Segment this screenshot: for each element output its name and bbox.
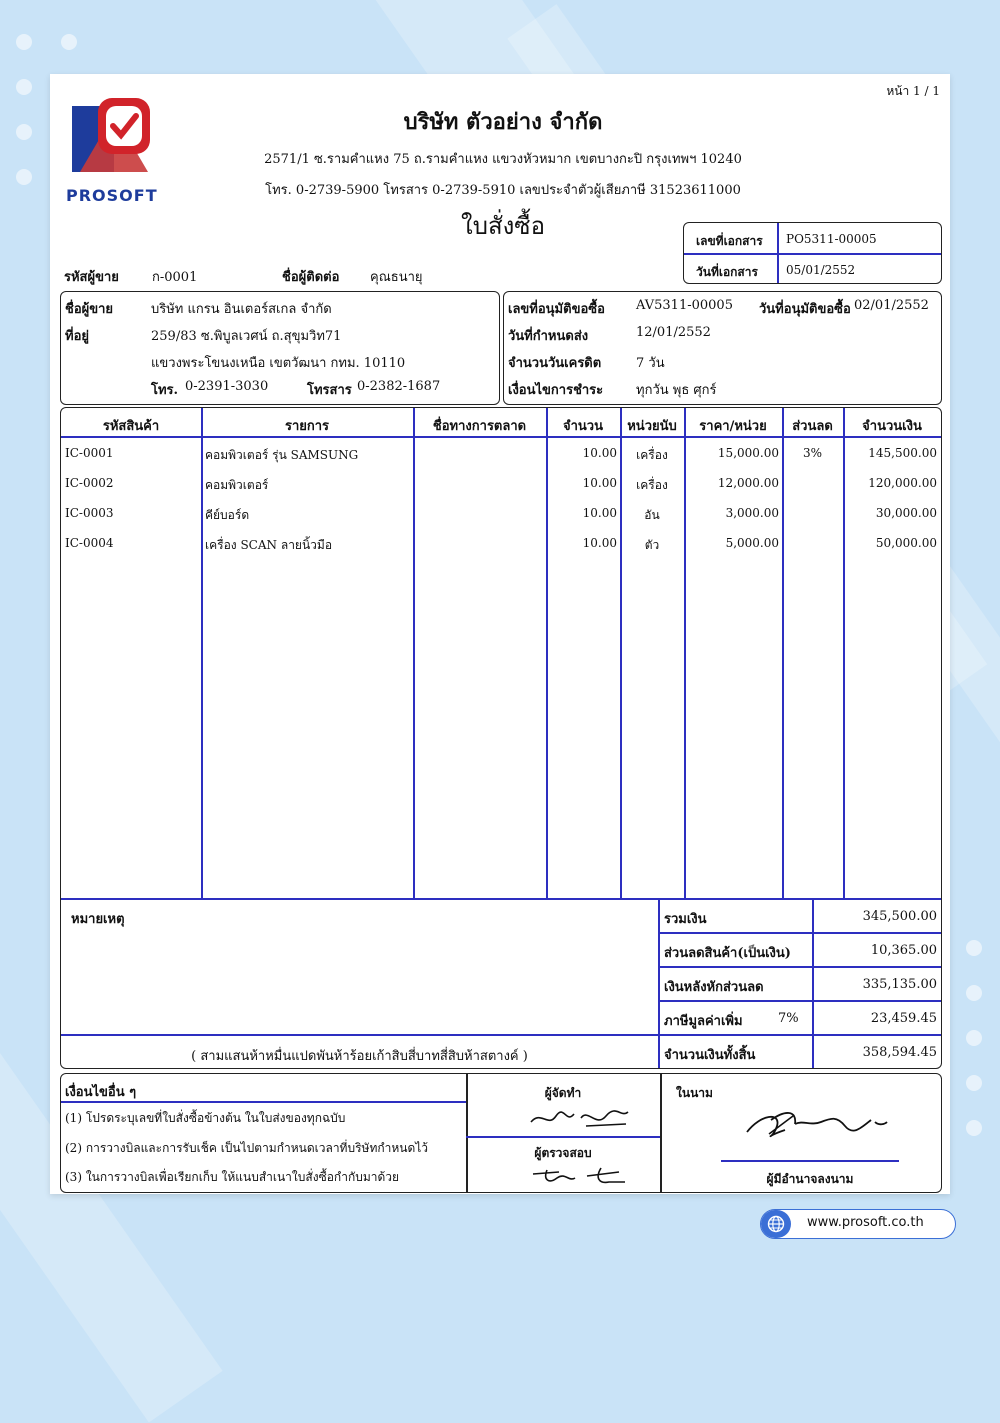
cell-amount: 30,000.00	[875, 506, 937, 520]
vendor-tel-label: โทร.	[151, 383, 179, 398]
prepared-by-label: ผู้จัดทำ	[544, 1086, 582, 1100]
background-dot	[16, 34, 32, 50]
conditions-title: เงื่อนไขอื่น ๆ	[65, 1085, 137, 1100]
globe-icon	[761, 1210, 791, 1238]
col-header-description: รายการ	[284, 419, 330, 434]
col-header-discount: ส่วนลด	[792, 419, 833, 434]
vat-rate: 7%	[778, 1011, 799, 1026]
vendor-code-label: รหัสผู้ขาย	[64, 270, 119, 285]
on-behalf-label: ในนาม	[676, 1086, 713, 1100]
grand-total-value: 358,594.45	[862, 1045, 937, 1060]
col-header-market-name: ชื่อทางการตลาด	[432, 419, 527, 434]
background-dot	[16, 124, 32, 140]
col-header-unit-price: ราคา/หน่วย	[699, 419, 767, 434]
cell-unit: ตัว	[644, 538, 660, 552]
vat-value: 23,459.45	[870, 1011, 937, 1026]
approve-date-label: วันที่อนุมัติขอซื้อ	[759, 302, 851, 317]
authorized-signature-icon	[741, 1104, 891, 1144]
subtotal-label: รวมเงิน	[664, 912, 707, 927]
cell-unit-price: 15,000.00	[717, 446, 779, 460]
table-row	[61, 446, 941, 466]
approve-date-value: 02/01/2552	[854, 298, 929, 313]
vendor-tel-value: 0-2391-3030	[185, 379, 269, 394]
condition-item: (1) โปรดระบุเลขที่ใบสั่งซื้อข้างต้น ในใบส่งของทุกฉบับ	[65, 1111, 346, 1125]
items-table	[60, 407, 942, 1069]
order-info-box	[503, 291, 942, 405]
approve-no-label: เลขที่อนุมัติขอซื้อ	[508, 302, 605, 317]
vendor-fax-label: โทรสาร	[307, 383, 352, 398]
doc-date-value: 05/01/2552	[786, 263, 856, 277]
col-header-unit: หน่วยนับ	[627, 419, 677, 434]
document-info-box	[683, 222, 942, 284]
cell-description: เครื่อง SCAN ลายนิ้วมือ	[205, 538, 333, 552]
page-indicator: หน้า 1 / 1	[886, 84, 940, 98]
after-discount-value: 335,135.00	[862, 977, 937, 992]
prepared-signature-icon	[526, 1104, 636, 1132]
vendor-address-line2: แขวงพระโขนงเหนือ เขตวัฒนา กทม. 10110	[151, 356, 406, 371]
background-dot	[966, 985, 982, 1001]
cell-unit-price: 12,000.00	[717, 476, 779, 490]
website-url: www.prosoft.co.th	[807, 1215, 924, 1230]
grand-total-label: จำนวนเงินทั้งสิ้น	[664, 1048, 756, 1063]
cell-unit: เครื่อง	[636, 478, 668, 492]
cell-amount: 145,500.00	[868, 446, 937, 460]
cell-code: IC-0004	[65, 536, 114, 550]
background-dot	[16, 79, 32, 95]
due-date-label: วันที่กำหนดส่ง	[508, 329, 589, 344]
payment-terms-value: ทุกวัน พุธ ศุกร์	[636, 383, 717, 398]
cell-code: IC-0001	[65, 446, 114, 460]
table-row	[61, 476, 941, 496]
discount-value: 10,365.00	[870, 943, 937, 958]
col-header-amount: จำนวนเงิน	[862, 419, 922, 434]
logo-text: PROSOFT	[66, 186, 158, 205]
document-title: ใบสั่งซื้อ	[460, 212, 546, 240]
payment-terms-label: เงื่อนไขการชำระ	[508, 383, 604, 398]
company-name: บริษัท ตัวอย่าง จำกัด	[403, 109, 603, 135]
doc-no-label: เลขที่เอกสาร	[696, 234, 763, 248]
cell-amount: 120,000.00	[868, 476, 937, 490]
background-dot	[966, 940, 982, 956]
contact-person-label: ชื่อผู้ติดต่อ	[282, 270, 340, 285]
prosoft-logo	[66, 94, 162, 205]
cell-code: IC-0002	[65, 476, 114, 490]
col-header-code: รหัสสินค้า	[102, 419, 160, 434]
credit-days-label: จำนวนวันเครดิต	[508, 356, 602, 371]
cell-quantity: 10.00	[582, 446, 617, 460]
conditions-signatures-box	[60, 1073, 942, 1193]
logo-mark-icon	[66, 94, 162, 180]
vat-label: ภาษีมูลค่าเพิ่ม	[664, 1014, 743, 1029]
cell-quantity: 10.00	[582, 536, 617, 550]
cell-description: คอมพิวเตอร์ รุ่น SAMSUNG	[205, 448, 359, 462]
checked-by-label: ผู้ตรวจสอบ	[534, 1146, 592, 1160]
due-date-value: 12/01/2552	[636, 325, 711, 340]
vendor-name-label: ชื่อผู้ขาย	[65, 302, 114, 317]
vendor-name-value: บริษัท แกรน อินเตอร์สเกล จำกัด	[151, 302, 332, 317]
condition-item: (2) การวางบิลและการรับเช็ค เป็นไปตามกำหนดเวลาที่บริษัทกำหนดไว้	[65, 1141, 429, 1155]
background-dot	[966, 1075, 982, 1091]
cell-unit-price: 5,000.00	[725, 536, 779, 550]
after-discount-label: เงินหลังหักส่วนลด	[664, 980, 764, 995]
cell-discount: 3%	[802, 446, 823, 460]
company-contact: โทร. 0-2739-5900 โทรสาร 0-2739-5910 เลขประจำตัวผู้เสียภาษี 31523611000	[265, 183, 741, 198]
cell-quantity: 10.00	[582, 506, 617, 520]
remarks-label: หมายเหตุ	[71, 912, 125, 927]
background-dot	[61, 34, 77, 50]
cell-description: คอมพิวเตอร์	[205, 478, 269, 492]
website-link[interactable]	[760, 1209, 956, 1239]
col-header-quantity: จำนวน	[563, 419, 603, 434]
vendor-box	[60, 291, 500, 405]
company-address: 2571/1 ซ.รามคำแหง 75 ถ.รามคำแหง แขวงหัวหมาก เขตบางกะปิ กรุงเทพฯ 10240	[264, 152, 742, 167]
approve-no-value: AV5311-00005	[636, 298, 733, 313]
amount-in-words: ( สามแสนห้าหมื่นแปดพันห้าร้อยเก้าสิบสี่บาทสี่สิบห้าสตางค์ )	[191, 1049, 528, 1064]
subtotal-value: 345,500.00	[862, 909, 937, 924]
cell-code: IC-0003	[65, 506, 114, 520]
vendor-address-label: ที่อยู่	[65, 329, 89, 344]
vendor-fax-value: 0-2382-1687	[357, 379, 441, 394]
doc-no-value: PO5311-00005	[786, 232, 877, 246]
background-dot	[16, 169, 32, 185]
checked-signature-icon	[529, 1164, 629, 1188]
cell-unit: อัน	[644, 508, 660, 522]
credit-days-value: 7 วัน	[636, 356, 665, 371]
cell-description: คีย์บอร์ด	[205, 508, 250, 522]
purchase-order-document	[50, 74, 950, 1194]
doc-date-label: วันที่เอกสาร	[696, 265, 758, 279]
condition-item: (3) ในการวางบิลเพื่อเรียกเก็บ ให้แนบสำเนาใบสั่งซื้อกำกับมาด้วย	[65, 1170, 400, 1184]
contact-person-value: คุณธนายุ	[370, 270, 423, 285]
background-dot	[966, 1030, 982, 1046]
cell-quantity: 10.00	[582, 476, 617, 490]
table-row	[61, 536, 941, 556]
vendor-code-value: ก-0001	[152, 270, 198, 285]
cell-unit-price: 3,000.00	[725, 506, 779, 520]
authorized-signatory-label: ผู้มีอำนาจลงนาม	[766, 1172, 854, 1186]
cell-amount: 50,000.00	[875, 536, 937, 550]
table-row	[61, 506, 941, 526]
cell-unit: เครื่อง	[636, 448, 668, 462]
vendor-address-line1: 259/83 ซ.พิบูลเวศน์ ถ.สุขุมวิท71	[151, 329, 342, 344]
background-dot	[966, 1120, 982, 1136]
discount-label: ส่วนลดสินค้า(เป็นเงิน)	[664, 946, 791, 961]
